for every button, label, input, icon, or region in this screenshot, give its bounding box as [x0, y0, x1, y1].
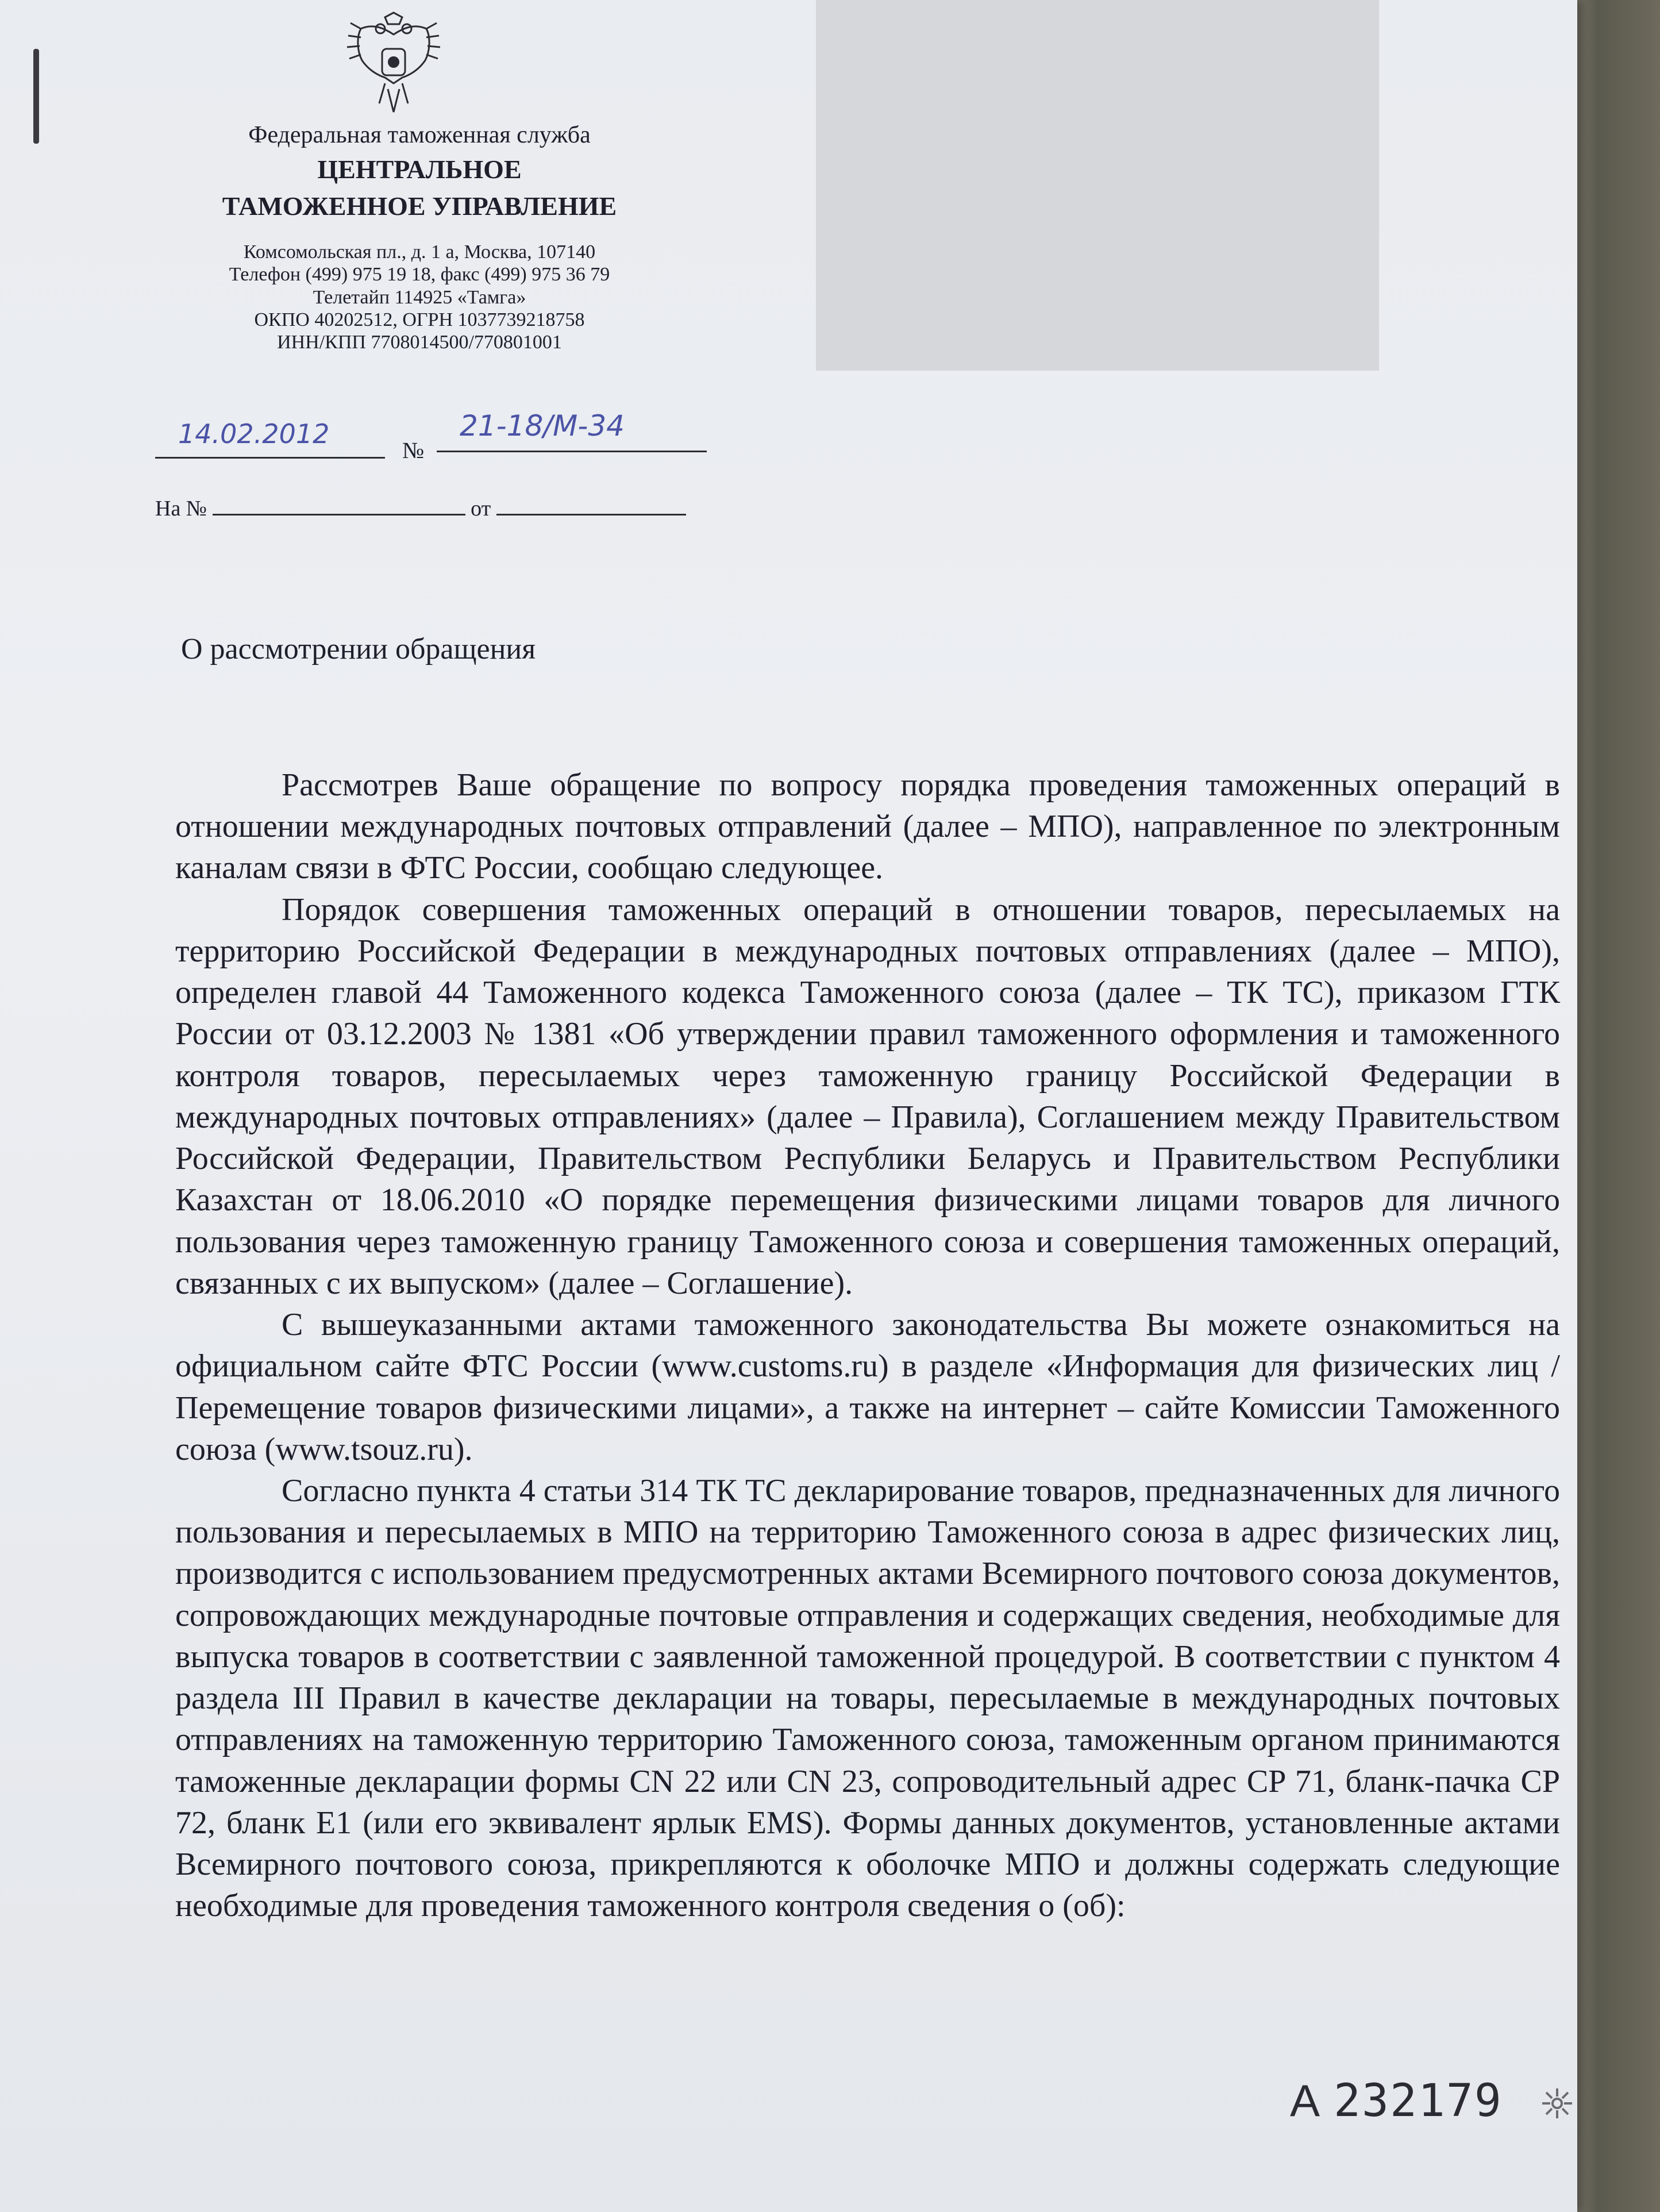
paragraph: Согласно пункта 4 статьи 314 ТК ТС декларирование товаров, предназначенных для личного пользования и пересылаемых в МПО на территорию Таможенного союза в адрес физических лиц, производится с использованием предусмотренных актами Всемирного почтового союза документов, сопровождающих международные почтовые отправления и содержащих сведения, необходимые для выпуска товаров в соответствии с заявленной таможенной процедурой. В соответствии с пунктом 4 раздела III Правил в качестве декларации на товары, пересылаемые в международных почтовых отправлениях на таможенную территорию Таможенного союза, таможенным органом принимаются таможенные декларации формы CN 22 или CN 23, сопроводительный адрес CP 71, бланк-пачка CP 72, бланк E1 (или его эквивалент ярлык EMS). Формы данных документов, установленные актами Всемирного почтового союза, прикрепляются к оболочке МПО и должны содержать следующие необходимые для проведения таможенного контроля сведения о (об): — [175, 1472, 1560, 1924]
paragraph: С вышеуказанными актами таможенного законодательства Вы можете ознакомиться на официальном сайте ФТС России (www.customs.ru) в разделе «Информация для физических лиц / Перемещение товаров физическими лицами», а также на интернет – сайте Комиссии Таможенного союза (www.tsouz.ru). — [175, 1307, 1560, 1467]
asterisk-stamp-icon — [1540, 2086, 1574, 2121]
reference-line — [155, 494, 707, 529]
number-label: № — [402, 437, 425, 463]
binder-mark — [33, 49, 39, 144]
okpo: ОКПО 40202512, ОГРН 1037739218758 — [254, 309, 585, 330]
serial-number: 232179 — [1334, 2075, 1503, 2127]
paragraph: Рассмотрев Ваше обращение по вопросу порядка проведения таможенных операций в отношении международных почтовых отправлений (далее – МПО), направленное по электронным каналам связи в ФТС России, сообщаю следующее. — [175, 767, 1560, 886]
department-name-line2: ТАМОЖЕННОЕ УПРАВЛЕНИЕ — [222, 191, 617, 221]
ref-date-blank — [496, 494, 686, 516]
ref-number-blank — [213, 494, 465, 516]
serial-series: А — [1290, 2075, 1322, 2126]
paragraph: Порядок совершения таможенных операций в отношении товаров, пересылаемых на территорию Российской Федерации в международных почтовых отправлениях (далее – МПО), определен главой 44 Таможенного кодекса Таможенного союза (далее – ТК ТС), приказом ГТК России от 03.12.2003 № 1381 «Об утверждении правил таможенного оформления и таможенного контроля товаров, пересылаемых через таможенную границу Российской Федерации в международных почтовых отправлениях» (далее – Правила), Соглашением между Правительством Российской Федерации, Правительством Республики Беларусь и Правительством Республики Казахстан от 18.06.2010 «О порядке перемещения физическими лицами товаров для личного пользования через таможенную границу Таможенного союза и совершения таможенных операций, связанных с их выпуском» (далее – Соглашение). — [175, 891, 1560, 1301]
redacted-recipient-block — [816, 0, 1379, 371]
agency-name: Федеральная таможенная служба — [248, 122, 591, 148]
contact-details — [149, 241, 690, 353]
letter-subject: О рассмотрении обращения — [181, 633, 536, 665]
inn: ИНН/КПП 7708014500/770801001 — [277, 331, 562, 353]
letterhead — [149, 121, 690, 353]
registration-number: 21-18/М-34 — [437, 409, 707, 452]
letter-body — [175, 764, 1560, 1927]
teletype: Телетайп 114925 «Тамга» — [313, 286, 526, 308]
double-headed-eagle-emblem — [345, 11, 442, 121]
form-serial-number — [1290, 2075, 1503, 2127]
address: Комсомольская пл., д. 1 а, Москва, 107140 — [243, 241, 596, 263]
registration-date: 14.02.2012 — [155, 418, 385, 459]
phone: Телефон (499) 975 19 18, факс (499) 975 36 79 — [229, 264, 610, 286]
ref-from-label: от — [471, 497, 491, 521]
registration-line — [155, 402, 712, 471]
ref-number-label: На № — [155, 497, 207, 521]
department-name-line1: ЦЕНТРАЛЬНОЕ — [317, 155, 522, 184]
